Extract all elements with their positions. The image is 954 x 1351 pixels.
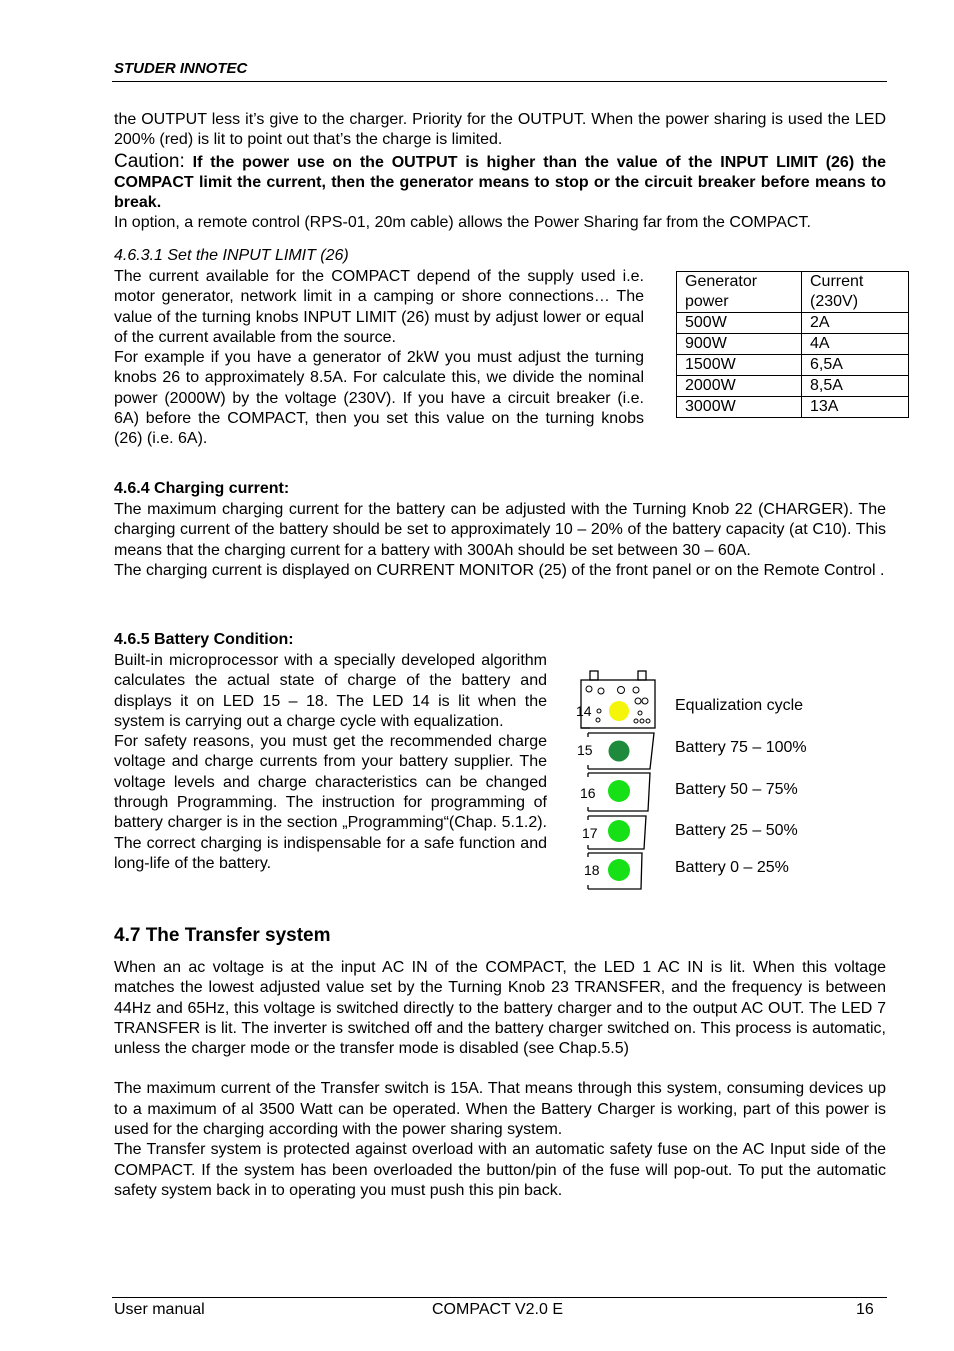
led-number-17: 17: [582, 825, 598, 841]
section-47-paragraph-1: When an ac voltage is at the input AC IN of the COMPACT, the LED 1 AC IN is lit. When this voltage matches the lowest adjusted value set by the Turning Knob 23 TRANSFER, and the frequency is between 44Hz and 65Hz, this voltage is switched directly to the battery charger and to the output AC OUT. The LED 7 TRANSFER is lit. The inverter is switched off and the battery charger switched on. This process is automatic, unless the charger mode or the transfer mode is disabled (see Chap.5.5): [114, 959, 886, 1058]
table-cell: 8,5A: [802, 376, 909, 397]
led-15-light: [609, 741, 630, 762]
section-47-paragraph-3: The Transfer system is protected against overload with an automatic safety fuse on the AC Input side of the COMPACT. If the system has been overloaded the button/pin of the fuse will pop-out. To put the automatic safety system back in to operating you must push this pin back.: [114, 1141, 886, 1199]
table-header-row: [677, 272, 909, 313]
section-heading-47: 4.7 The Transfer system: [114, 925, 331, 946]
footer-page-number: 16: [856, 1301, 874, 1318]
section-465-paragraph-1: Built-in microprocessor with a specially developed algorithm calculates the actual state of charge of the battery and displays it on LED 15 – 18. The LED 14 is lit when the system is carrying out a charge cycle with equalization.: [114, 652, 547, 730]
table-row: [677, 334, 909, 355]
caution-paragraph: [114, 152, 886, 214]
generator-current-table-wrap: [676, 271, 909, 418]
table-cell: 13A: [802, 397, 909, 418]
table-row: [677, 397, 909, 418]
caution-word: Caution:: [114, 150, 185, 172]
section-464-body: [114, 500, 886, 581]
section-4631-body: [114, 267, 644, 450]
header-rule: [112, 81, 887, 82]
table-header-cell: Current (230V): [802, 272, 909, 313]
table-cell: 6,5A: [802, 355, 909, 376]
table-cell: 2000W: [677, 376, 802, 397]
table-cell: 3000W: [677, 397, 802, 418]
led-number-15: 15: [577, 742, 593, 758]
led-16-light: [608, 780, 630, 802]
table-cell: 4A: [802, 334, 909, 355]
legend-battery-25-50: Battery 25 – 50%: [675, 822, 798, 839]
led-number-16: 16: [580, 785, 596, 801]
table-row: [677, 376, 909, 397]
table-cell: 2A: [802, 313, 909, 334]
generator-current-table: [676, 271, 909, 418]
section-47-paragraph-2: The maximum current of the Transfer switch is 15A. That means through this system, consuming devices up to a maximum of al 3500 Watt can be operated. When the Battery Charger is working, part of this power is used for the charging according with the power sharing system.: [114, 1080, 886, 1139]
footer-product-version: COMPACT V2.0 E: [432, 1301, 563, 1318]
header-company: STUDER INNOTEC: [114, 60, 248, 77]
table-header-cell: Generator power: [677, 272, 802, 313]
section-47-body: [114, 958, 886, 1201]
caution-text: If the power use on the OUTPUT is higher than the value of the INPUT LIMIT (26) the COMPACT limit the current, then the generator means to stop or the circuit breaker before means to break.: [114, 153, 886, 212]
section-heading-465: 4.6.5 Battery Condition:: [114, 631, 294, 648]
section-4631-paragraph-1: The current available for the COMPACT depend of the supply used i.e. motor generator, network limit in a camping or shore connections… The value of the turning knobs INPUT LIMIT (26) must by adjust lower or equal of the current available from the source.: [114, 268, 644, 346]
section-464-paragraph-2: The charging current is displayed on CURRENT MONITOR (25) of the front panel or on the Remote Control .: [114, 561, 885, 579]
intro-section: [114, 110, 886, 234]
section-465-body: [114, 651, 547, 874]
table-row: [677, 313, 909, 334]
led-14-light: [609, 701, 629, 721]
section-heading-4631: 4.6.3.1 Set the INPUT LIMIT (26): [114, 247, 349, 264]
led-18-light: [608, 859, 630, 881]
legend-battery-50-75: Battery 50 – 75%: [675, 781, 798, 798]
section-heading-464: 4.6.4 Charging current:: [114, 480, 290, 497]
section-4631-paragraph-2: For example if you have a generator of 2kW you must adjust the turning knobs 26 to approximately 8.5A. For calculate this, we divide the nominal power (2000W) by the voltage (230V). If you have a circuit breaker (i.e. 6A) before the COMPACT, then you set this value on the turning knobs (26) (i.e. 6A).: [114, 349, 644, 448]
led-number-18: 18: [584, 862, 600, 878]
section-465-paragraph-2: For safety reasons, you must get the recommended charge voltage and charge currents from your battery supplier. The voltage levels and charge characteristics can be changed through Programming. The instruction for programming of battery charger is in the section „Programming“(Chap. 5.1.2). The correct charging is indispensable for a safe function and long-life of the battery.: [114, 733, 547, 872]
battery-led-diagram: [570, 665, 670, 895]
legend-battery-0-25: Battery 0 – 25%: [675, 859, 789, 876]
legend-equalization: Equalization cycle: [675, 697, 804, 714]
led-17-light: [608, 820, 630, 842]
footer-rule: [112, 1297, 887, 1298]
table-cell: 900W: [677, 334, 802, 355]
intro-paragraph-2: In option, a remote control (RPS-01, 20m cable) allows the Power Sharing far from the COMPACT.: [114, 214, 811, 232]
footer-manual-label: User manual: [114, 1301, 205, 1318]
table-cell: 1500W: [677, 355, 802, 376]
legend-battery-75-100: Battery 75 – 100%: [675, 739, 807, 756]
intro-paragraph-1: the OUTPUT less it’s give to the charger. Priority for the OUTPUT. When the power sharing is used the LED 200% (red) is lit to point out that’s the charge is limited.: [114, 111, 886, 149]
section-464-paragraph-1: The maximum charging current for the battery can be adjusted with the Turning Knob 22 (CHARGER). The charging current of the battery should be set to approximately 10 – 20% of the battery capacity (at C10). This means that the charging current for a battery with 300Ah should be set between 30 – 60A.: [114, 501, 886, 559]
table-cell: 500W: [677, 313, 802, 334]
table-row: [677, 355, 909, 376]
led-number-14: 14: [576, 703, 592, 719]
